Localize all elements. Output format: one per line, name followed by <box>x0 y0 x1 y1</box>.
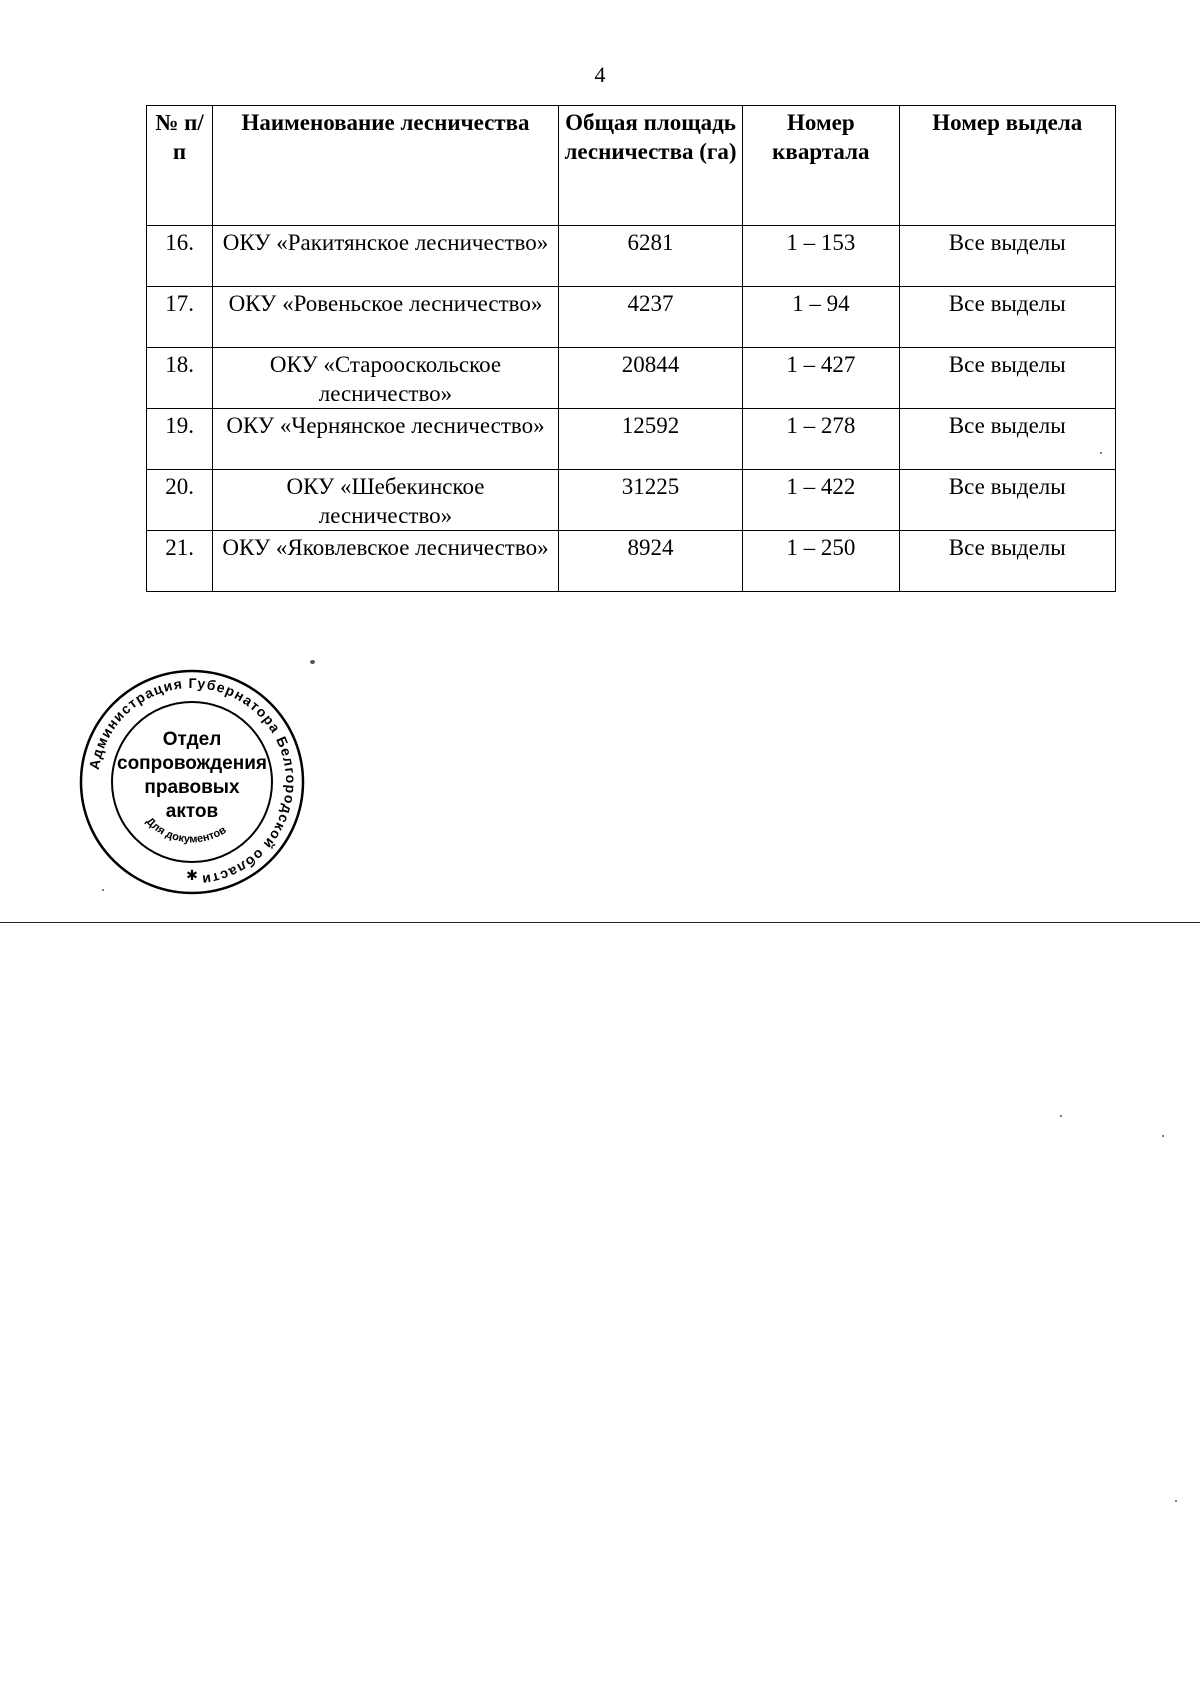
cell-area: 8924 <box>558 531 742 592</box>
cell-area: 20844 <box>558 348 742 409</box>
scan-speck <box>102 889 104 891</box>
scan-speck <box>310 660 315 664</box>
cell-num: 20. <box>147 470 213 531</box>
cell-section: Все выделы <box>899 226 1115 287</box>
cell-quarter: 1 – 250 <box>743 531 899 592</box>
cell-section: Все выделы <box>899 348 1115 409</box>
official-stamp <box>78 668 306 896</box>
table-header-row <box>147 106 1116 226</box>
cell-num: 19. <box>147 409 213 470</box>
cell-num: 18. <box>147 348 213 409</box>
cell-name: ОКУ «Ракитянское лесничество» <box>213 226 559 287</box>
table-row <box>147 226 1116 287</box>
header-area: Общая площадь лесничества (га) <box>558 106 742 226</box>
cell-area: 31225 <box>558 470 742 531</box>
stamp-inner-ring-text: Для документов <box>143 815 229 846</box>
table-row <box>147 531 1116 592</box>
cell-num: 16. <box>147 226 213 287</box>
table-row <box>147 470 1116 531</box>
stamp-line: Отдел <box>162 729 222 750</box>
scan-speck <box>1175 1500 1177 1502</box>
table-row <box>147 348 1116 409</box>
cell-name: ОКУ «Яковлевское лесничество» <box>213 531 559 592</box>
cell-section: Все выделы <box>899 531 1115 592</box>
scan-speck <box>1060 1115 1062 1117</box>
table-row <box>147 409 1116 470</box>
cell-quarter: 1 – 278 <box>743 409 899 470</box>
header-name: Наименование лесничества <box>213 106 559 226</box>
cell-section: Все выделы <box>899 409 1115 470</box>
cell-area: 12592 <box>558 409 742 470</box>
cell-quarter: 1 – 94 <box>743 287 899 348</box>
header-num: № п/п <box>147 106 213 226</box>
header-section: Номер выдела <box>899 106 1115 226</box>
stamp-line: сопровождения <box>117 753 267 774</box>
cell-name: ОКУ «Шебекинское лесничество» <box>213 470 559 531</box>
cell-quarter: 1 – 422 <box>743 470 899 531</box>
stamp-ring-text: Администрация Губернатора Белгородской области <box>85 674 300 889</box>
stamp-line: правовых <box>144 777 240 798</box>
scan-speck <box>1162 1135 1164 1137</box>
cell-name: ОКУ «Старооскольское лесничество» <box>213 348 559 409</box>
cell-quarter: 1 – 427 <box>743 348 899 409</box>
scan-speck <box>1100 452 1102 454</box>
cell-quarter: 1 – 153 <box>743 226 899 287</box>
table-row <box>147 287 1116 348</box>
stamp-line: актов <box>165 801 219 822</box>
stamp-center-text <box>78 728 306 824</box>
cell-area: 6281 <box>558 226 742 287</box>
stamp-star-icon: ✱ <box>186 868 198 884</box>
header-quarter: Номер квартала <box>743 106 899 226</box>
cell-area: 4237 <box>558 287 742 348</box>
scan-edge-line <box>0 922 1200 923</box>
cell-section: Все выделы <box>899 287 1115 348</box>
forestry-table <box>146 105 1116 592</box>
cell-num: 21. <box>147 531 213 592</box>
cell-name: ОКУ «Чернянское лесничество» <box>213 409 559 470</box>
cell-section: Все выделы <box>899 470 1115 531</box>
cell-name: ОКУ «Ровеньское лесничество» <box>213 287 559 348</box>
page-number: 4 <box>594 62 606 87</box>
cell-num: 17. <box>147 287 213 348</box>
